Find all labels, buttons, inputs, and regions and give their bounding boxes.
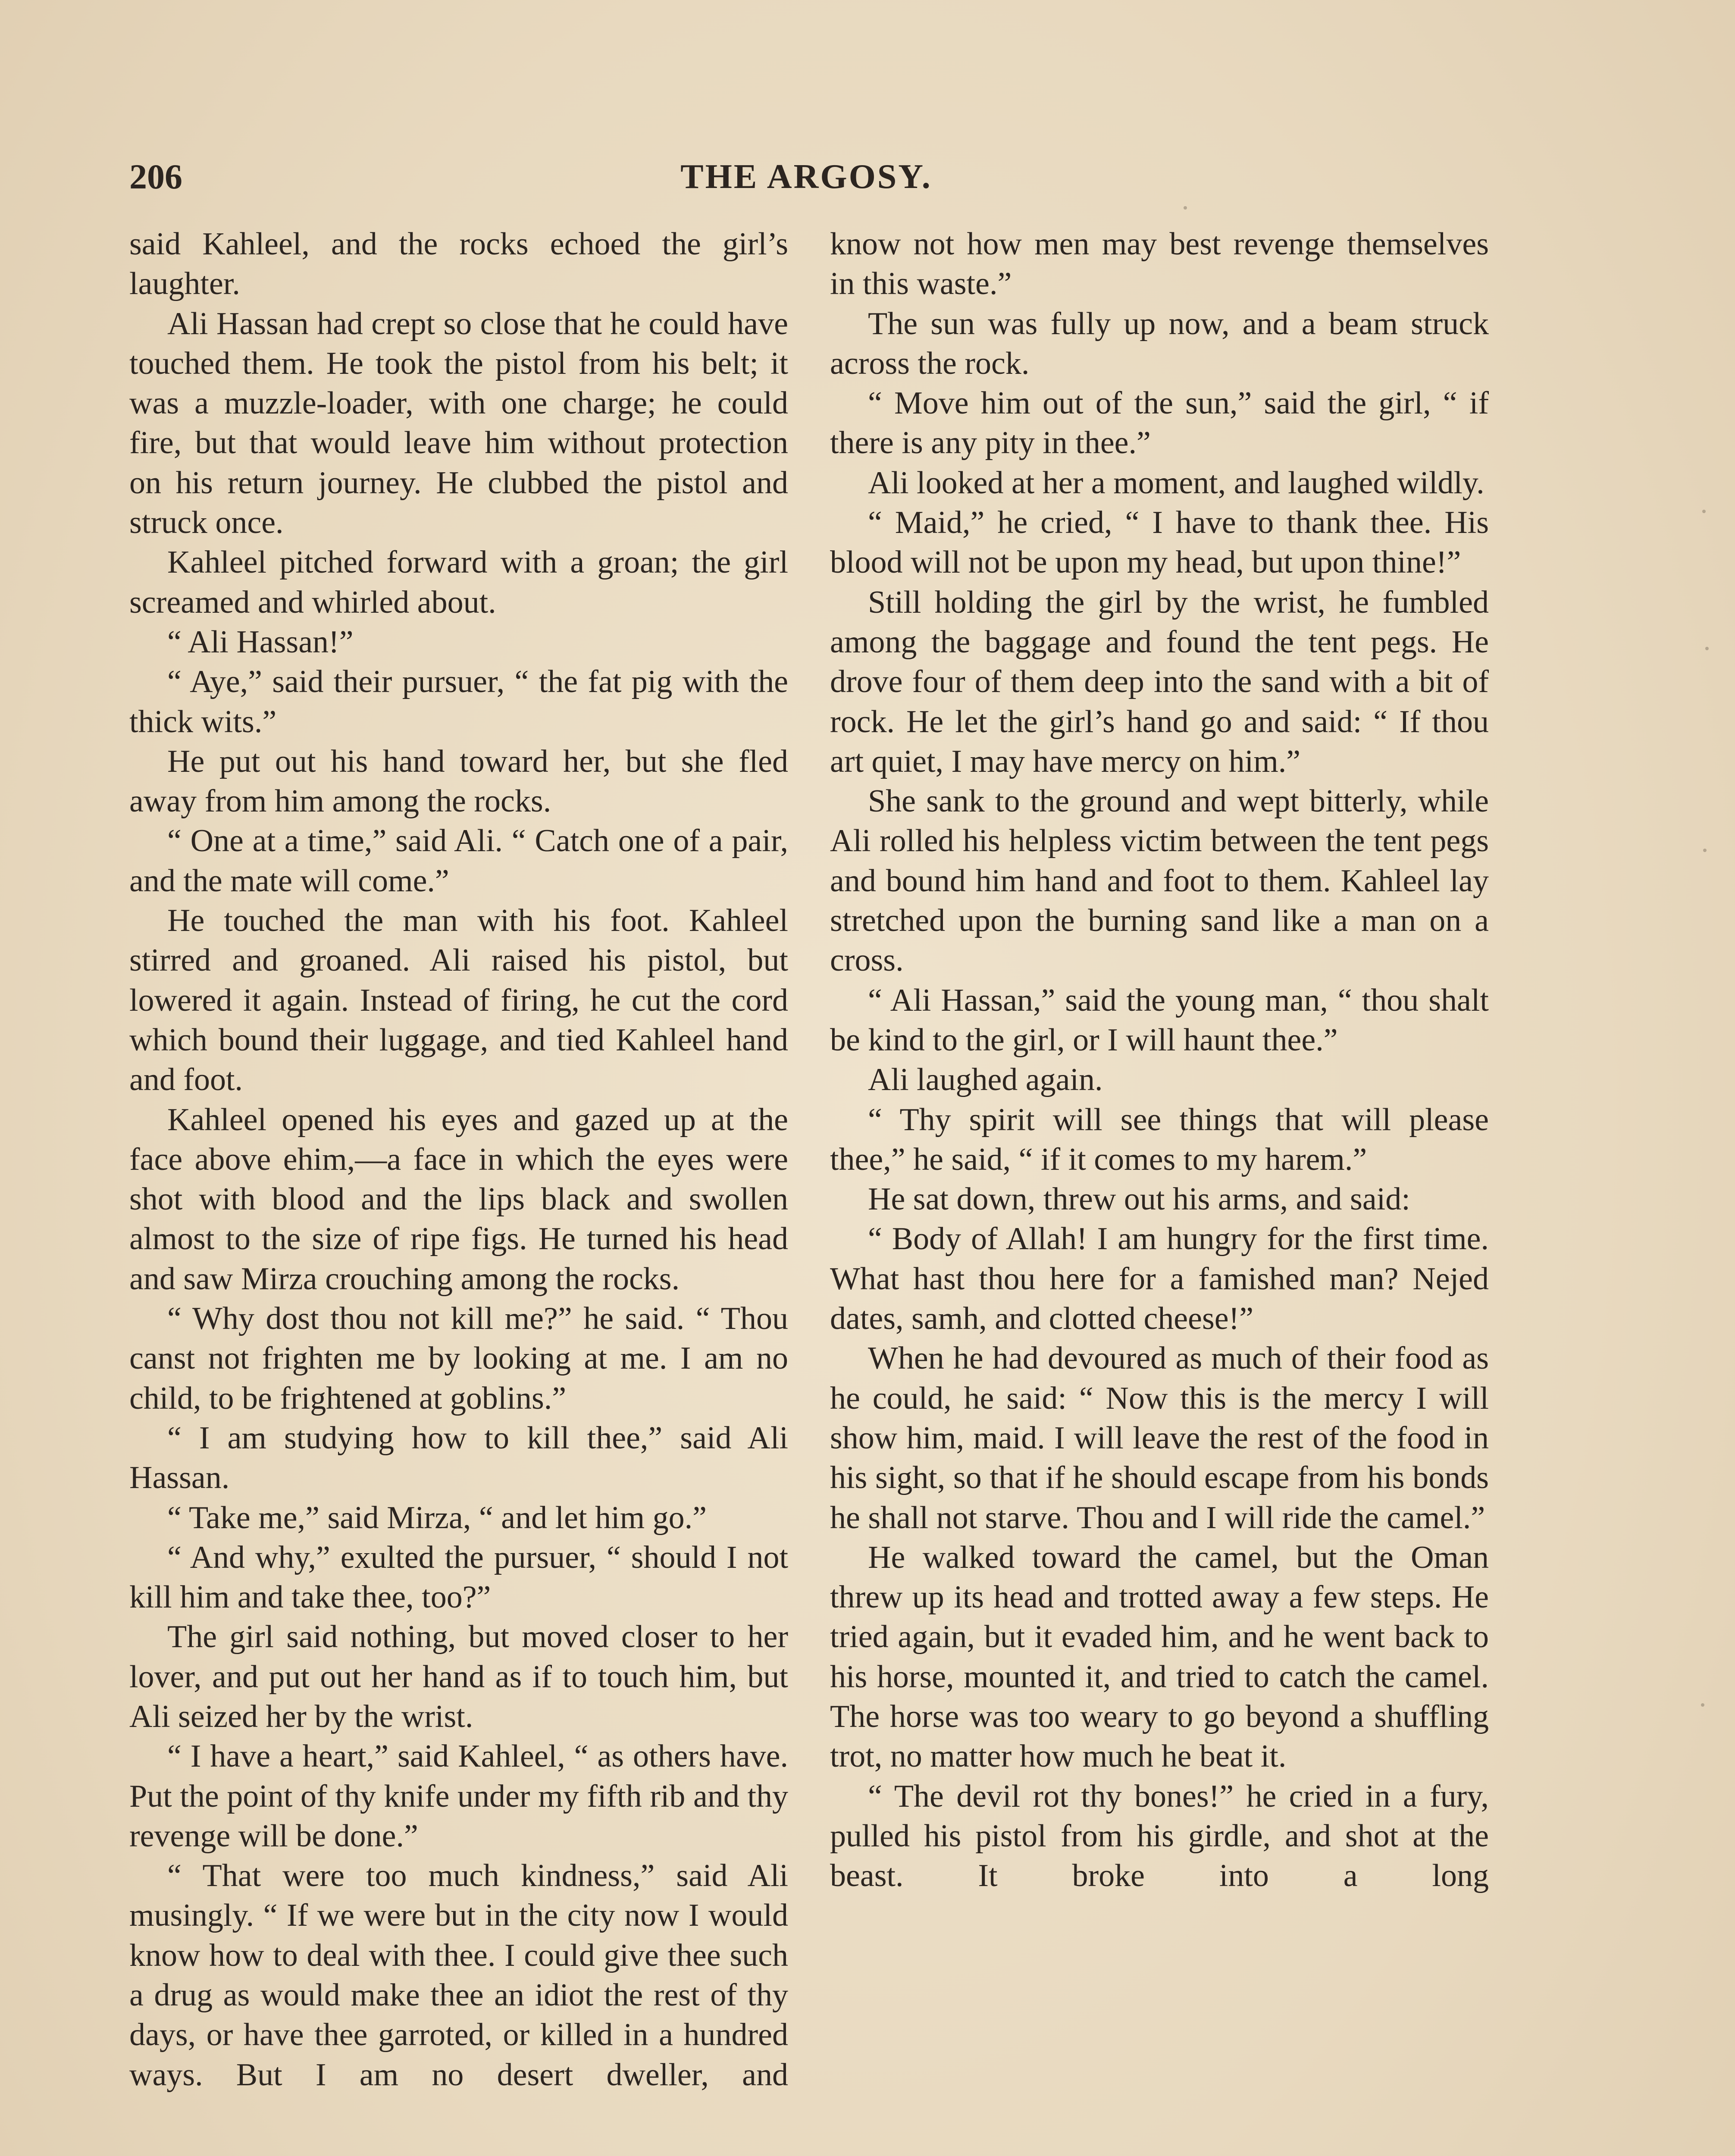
paragraph: Ali laughed again. — [868, 1062, 1103, 1098]
paragraph: Ali Hassan had crept so close that he could have touched them. He took the pistol from his belt; it was a muzzle-loader, with one charge; he could fire, but that would leave him without protection on his return journey. He clubbed the pistol and struck once. — [129, 306, 788, 541]
page-number: 206 — [129, 157, 182, 196]
paragraph: “ I am studying how to kill thee,” said Ali Hassan. — [129, 1420, 788, 1496]
paragraph: “ Take me,” said Mirza, “ and let him go.” — [167, 1500, 707, 1536]
paragraph: Kahleel pitched forward with a groan; the girl screamed and whirled about. — [129, 545, 788, 620]
paragraph: “ And why,” exulted the pursuer, “ should I not kill him and take thee, too?” — [129, 1539, 788, 1615]
paragraph: “ Maid,” he cried, “ I have to thank thee. His blood will not be upon my head, but upon thine!” — [830, 505, 1489, 580]
paragraph: “ Thy spirit will see things that will please thee,” he said, “ if it comes to my harem.” — [830, 1102, 1489, 1177]
paragraph: When he had devoured as much of their food as he could, he said: “ Now this is the mercy I will show him, maid. I will leave the rest of the food in his sight, so that if he should escape from his bonds he shall not starve. Thou and I will ride the camel.” — [830, 1341, 1489, 1536]
paragraph: “ Body of Allah! I am hungry for the first time. What hast thou here for a famished man? Nejed dates, samh, and clotted cheese!” — [830, 1221, 1489, 1337]
paragraph: “ Ali Hassan,” said the young man, “ thou shalt be kind to the girl, or I will haunt thee.” — [830, 982, 1489, 1058]
paper-speck — [1703, 849, 1707, 852]
paragraph: “ I have a heart,” said Kahleel, “ as others have. Put the point of thy knife under my fifth rib and thy revenge will be done.” — [129, 1739, 788, 1854]
page-header — [129, 153, 1483, 201]
paragraph: “ The devil rot thy bones!” he cried in a fury, pulled his pistol from his girdle, and shot at the beast. It broke into a long — [830, 1778, 1489, 1894]
paragraph: He sat down, threw out his arms, and said: — [868, 1181, 1410, 1217]
paragraph: Still holding the girl by the wrist, he fumbled among the baggage and found the tent pegs. He drove four of them deep into the sand with a bit of rock. He let the girl’s hand go and said: “ If thou art quiet, I may have mercy on him.” — [830, 584, 1489, 779]
paragraph: Kahleel opened his eyes and gazed up at the face above ehim,—a face in which the eyes were shot with blood and the lips black and swollen almost to the size of ripe figs. He turned his head and saw Mirza crouching among the rocks. — [129, 1102, 788, 1297]
running-head: THE ARGOSY. — [680, 158, 932, 196]
paper-speck — [1701, 1703, 1704, 1707]
paragraph: The sun was fully up now, and a beam struck across the rock. — [830, 306, 1489, 381]
paragraph: “ One at a time,” said Ali. “ Catch one of a pair, and the mate will come.” — [129, 823, 788, 899]
paragraph: She sank to the ground and wept bitterly, while Ali rolled his helpless victim between the tent pegs and bound him hand and foot to them. Kahleel lay stretched upon the burning sand like a man on a cross. — [830, 783, 1489, 978]
paragraph: know not how men may best revenge themselves in this waste.” — [830, 226, 1489, 302]
paragraph: “ Why dost thou not kill me?” he said. “ Thou canst not frighten me by looking at me. I am no child, to be frightened at goblins.” — [129, 1301, 788, 1416]
paragraph: He put out his hand toward her, but she fled away from him among the rocks. — [129, 743, 788, 819]
paragraph: “ That were too much kindness,” said Ali musingly. “ If we were but in the city now I would know how to deal with thee. I could give thee such a drug as would make thee an idiot the rest of thy days, or have thee garroted, or killed in a hundred ways. But I am no desert dweller, and — [129, 1858, 788, 2093]
paragraph: Ali looked at her a moment, and laughed wildly. — [868, 465, 1484, 501]
paper-speck — [1702, 510, 1706, 513]
paragraph: He touched the man with his foot. Kahleel stirred and groaned. Ali raised his pistol, but lowered it again. Instead of firing, he cut the cord which bound their luggage, and tied Kahleel hand and foot. — [129, 903, 788, 1098]
paragraph: “ Ali Hassan!” — [167, 624, 354, 660]
paragraph: “ Aye,” said their pursuer, “ the fat pig with the thick wits.” — [129, 664, 788, 740]
right-column — [830, 224, 1489, 1896]
left-column — [129, 224, 788, 2095]
paragraph: He walked toward the camel, but the Oman threw up its head and trotted away a few steps. He tried again, but it evaded him, and he went back to his horse, mounted it, and tried to catch the camel. The horse was too weary to go beyond a shuffling trot, no matter how much he beat it. — [830, 1539, 1489, 1774]
paragraph: said Kahleel, and the rocks echoed the girl’s laughter. — [129, 226, 788, 302]
paper-speck — [1705, 647, 1709, 650]
paper-speck — [1184, 206, 1187, 210]
paragraph: “ Move him out of the sun,” said the girl, “ if there is any pity in thee.” — [830, 385, 1489, 461]
paragraph: The girl said nothing, but moved closer to her lover, and put out her hand as if to touch him, but Ali seized her by the wrist. — [129, 1619, 788, 1734]
